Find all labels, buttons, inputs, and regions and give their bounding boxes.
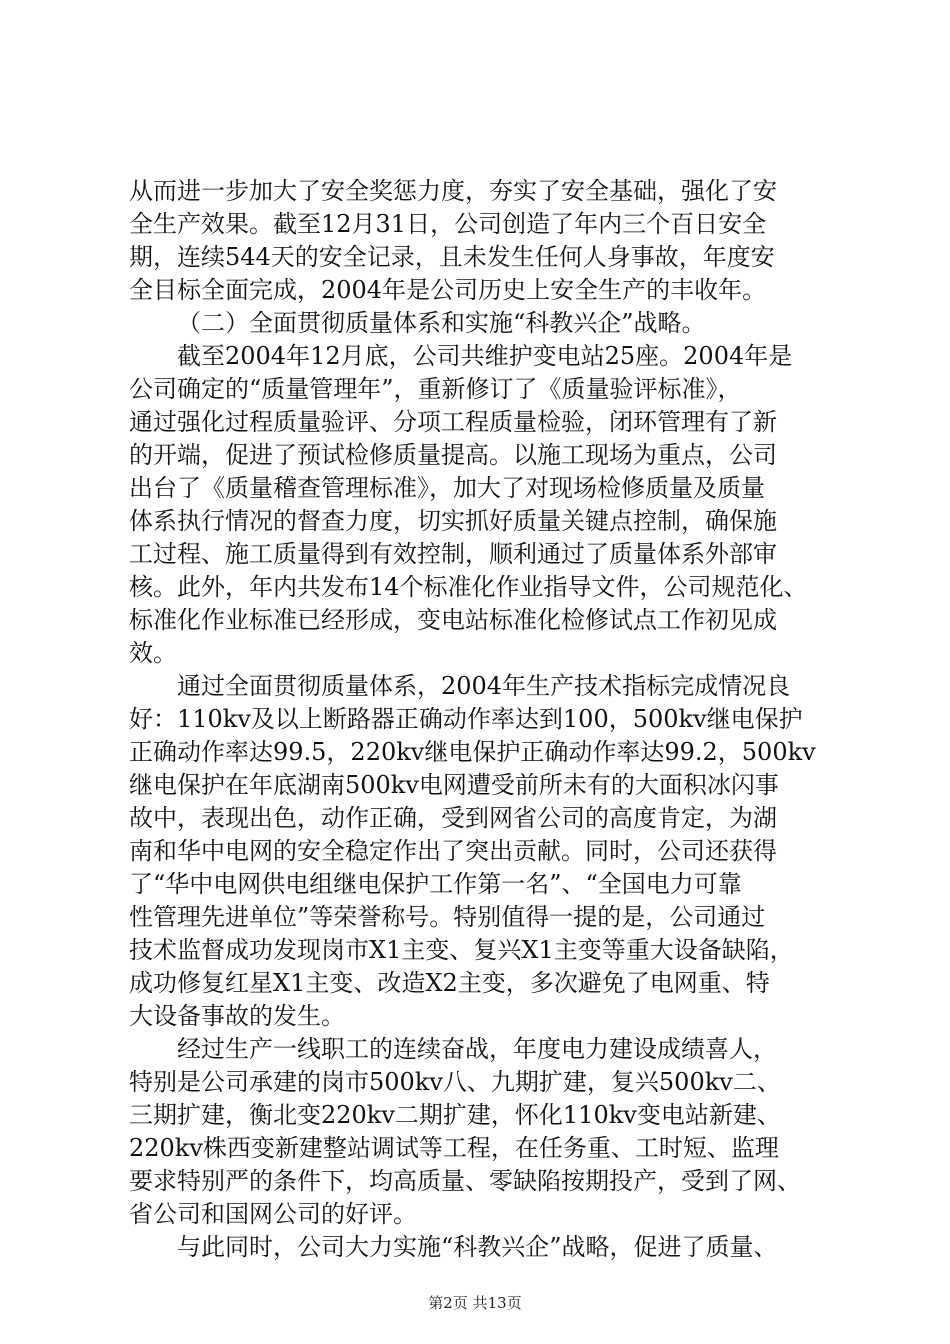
text-line: 标准化作业标准已经形成，变电站标准化检修试点工作初见成: [129, 606, 777, 634]
text-line: 要求特别严的条件下，均高质量、零缺陷按期投产，受到了网、: [129, 1167, 801, 1195]
text-line: 公司确定的“质量管理年”，重新修订了《质量验评标准》，: [129, 375, 742, 403]
text-line: 好：110kv及以上断路器正确动作率达到100，500kv继电保护: [129, 705, 803, 733]
text-line: 正确动作率达99.5，220kv继电保护正确动作率达99.2，500kv: [129, 738, 816, 766]
text-line: 220kv株西变新建整站调试等工程，在任务重、工时短、监理: [129, 1134, 779, 1162]
text-line: 与此同时，公司大力实施“科教兴企”战略，促进了质量、: [177, 1233, 778, 1261]
text-line: 性管理先进单位”等荣誉称号。特别值得一提的是，公司通过: [129, 903, 766, 931]
text-line: 三期扩建，衡北变220kv二期扩建，怀化110kv变电站新建、: [129, 1101, 781, 1129]
text-line: 截至2004年12月底，公司共维护变电站25座。2004年是: [177, 342, 793, 370]
text-line: 故中，表现出色，动作正确，受到网省公司的高度肯定，为湖: [129, 804, 777, 832]
text-line: 的开端，促进了预试检修质量提高。以施工现场为重点，公司: [129, 441, 777, 469]
text-line: 省公司和国网公司的好评。: [129, 1200, 417, 1228]
text-line: 从而进一步加大了安全奖惩力度，夯实了安全基础，强化了安: [129, 177, 777, 205]
text-line: 出台了《质量稽查管理标准》，加大了对现场检修质量及质量: [129, 474, 765, 502]
text-line: 期，连续544天的安全记录，且未发生任何人身事故，年度安: [129, 243, 775, 271]
text-line: 核。此外，年内共发布14个标准化作业指导文件，公司规范化、: [129, 573, 808, 601]
text-line: 通过强化过程质量验评、分项工程质量检验，闭环管理有了新: [129, 408, 777, 436]
text-line: 了“华中电网供电组继电保护工作第一名”、“全国电力可靠: [129, 870, 742, 898]
text-line: 特别是公司承建的岗市500kv八、九期扩建，复兴500kv二、: [129, 1068, 781, 1096]
page-footer: 第2页 共13页: [428, 1294, 522, 1312]
text-line: 通过全面贯彻质量体系，2004年生产技术指标完成情况良: [177, 672, 791, 700]
section-heading: （二）全面贯彻质量体系和实施“科教兴企”战略。: [177, 309, 706, 337]
text-line: 经过生产一线职工的连续奋战，年度电力建设成绩喜人，: [177, 1035, 777, 1063]
text-line: 南和华中电网的安全稳定作出了突出贡献。同时，公司还获得: [129, 837, 777, 865]
text-line: 成功修复红星X1主变、改造X2主变，多次避免了电网重、特: [129, 969, 770, 997]
text-line: 效。: [129, 639, 177, 667]
text-line: 全目标全面完成，2004年是公司历史上安全生产的丰收年。: [129, 276, 767, 304]
text-line: 大设备事故的发生。: [129, 1002, 345, 1030]
text-line: 技术监督成功发现岗市X1主变、复兴X1主变等重大设备缺陷，: [129, 936, 794, 964]
text-line: 全生产效果。截至12月31日，公司创造了年内三个百日安全: [129, 210, 767, 238]
text-line: 工过程、施工质量得到有效控制，顺利通过了质量体系外部审: [129, 540, 777, 568]
text-line: 体系执行情况的督查力度，切实抓好质量关键点控制，确保施: [129, 507, 777, 535]
text-line: 继电保护在年底湖南500kv电网遭受前所未有的大面积冰闪事: [129, 771, 779, 799]
